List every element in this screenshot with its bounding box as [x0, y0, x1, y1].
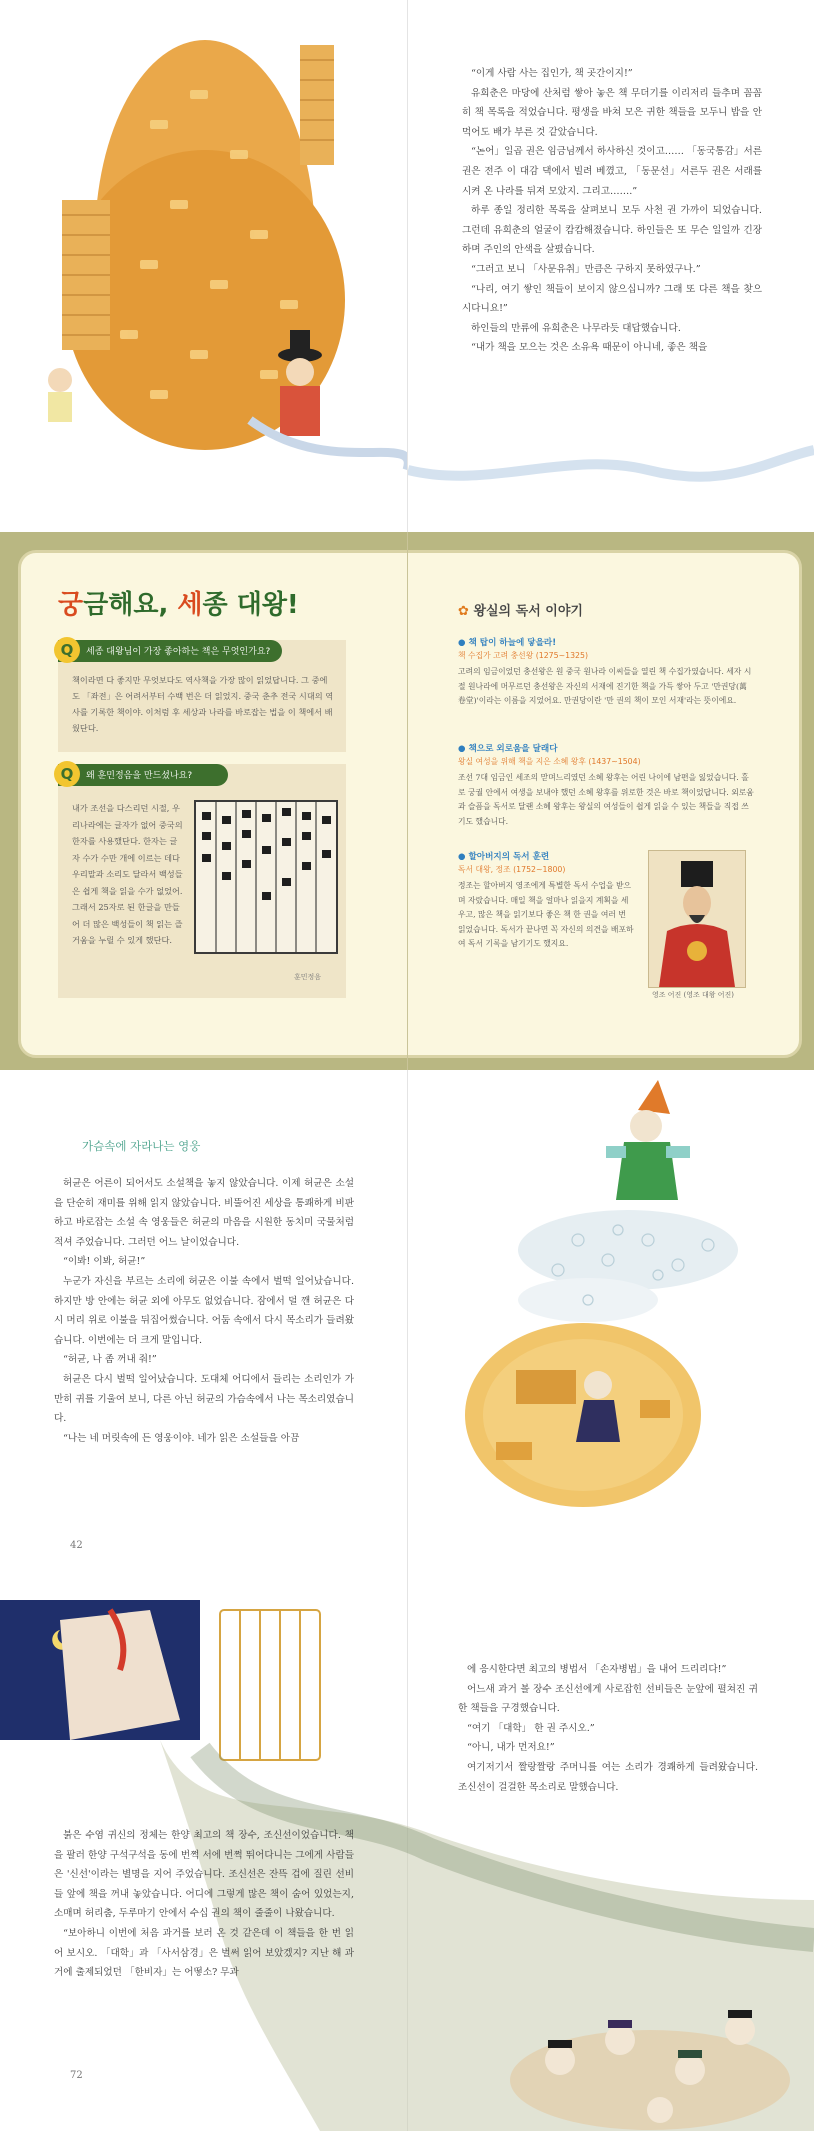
paragraph: 하루 종일 정리한 목록을 살펴보니 모두 사천 권 가까이 되었습니다. 그런데 유희춘의 얼굴이 캄캄해졌습니다. 하인들은 또 무슨 일일까 긴장하며 주인의 안색을 살폈습니다. [462, 205, 762, 256]
body-text [54, 1826, 354, 1983]
paragraph: “보아하니 이번에 처음 과거를 보러 온 것 같은데 이 책들을 한 번 읽어 보시오. 「대학」과 「사서삼경」은 벌써 읽어 보았겠지? 지난 해 과거에 출제되었던 「한비자」는 어떻소? 무과 [54, 1927, 354, 1979]
paragraph: 허균은 어른이 되어서도 소설책을 놓지 않았습니다. 이제 허균은 소설을 단순히 재미를 위해 읽지 않았습니다. 비뚤어진 세상을 통쾌하게 비판하고 바로잡는 소설 속 영웅들은 허균의 마음을 시원한 동치미 국물처럼 적셔 주었습니다. 그러던 어느 날이었습니다. [54, 1178, 354, 1248]
question-text: 세종 대왕님이 가장 좋아하는 책은 무엇인가요? [86, 647, 271, 657]
item-subtitle: 왕실 여성을 위해 책을 지은 소혜 왕후 (1437~1504) [458, 757, 641, 766]
question-header [58, 764, 228, 786]
body-text [458, 1660, 758, 1797]
question-box-1 [58, 640, 346, 752]
paragraph: “내가 책을 모으는 것은 소유욕 때문이 아니네, 좋은 책을 [471, 342, 708, 354]
illustration-page-hero [408, 1070, 814, 1600]
body-text [462, 64, 762, 358]
paragraph: 어느새 과거 볼 장수 조신선에게 사로잡힌 선비들은 눈앞에 펼쳐진 귀한 책들을 구경했습니다. [458, 1683, 758, 1715]
royal-item-1 [458, 636, 754, 709]
item-title-text: 할아버지의 독서 훈련 [468, 852, 550, 862]
text-page [0, 1600, 407, 2131]
scroll-ribbon-illustration [408, 430, 814, 520]
spread-2-info-board [0, 532, 814, 1070]
section-title [458, 600, 583, 619]
illustration-page-book-mountain [0, 0, 407, 532]
paragraph: 누군가 자신을 부르는 소리에 허균은 이불 속에서 벌떡 일어났습니다. 하지만 방 안에는 허균 외에 아무도 없었습니다. 잠에서 덜 깬 허균은 다시 머리 위로 이불을 뒤집어썼습니다. 어둠 속에서 다시 목소리가 들려왔습니다. 이번에는 더 크게 말입니다. [54, 1275, 354, 1346]
royal-item-2 [458, 742, 754, 829]
item-body: 조선 7대 임금인 세조의 맏며느리였던 소혜 왕후는 어린 나이에 남편을 잃었습니다. 홀로 궁궐 안에서 여생을 보내야 했던 소혜 왕후를 위로한 것은 바로 책이었답니다. 외로움과 슬픔을 독서로 달랜 소혜 왕후는 왕실의 여성들이 쉽게 읽을 수 있는 책들을 직접 쓰기도 했습니다. [458, 773, 754, 826]
image-caption: 훈민정음 [294, 973, 322, 981]
item-title: ● 책 탑이 하늘에 닿을라! [458, 638, 557, 648]
question-box-2 [58, 764, 346, 998]
royal-reading-page [408, 532, 814, 1070]
item-subtitle: 책 수집가 고려 충선왕 (1275~1325) [458, 651, 589, 660]
answer-text: 책이라면 다 좋지만 무엇보다도 역사책을 가장 많이 읽었답니다. 그 중에도 「좌전」은 어려서부터 수백 번은 더 읽었지. 중국 춘추 전국 시대의 역사를 기록한 책이야. 이처럼 후 세상과 나라를 바로잡는 법을 이 책에서 배웠단다. [72, 675, 334, 733]
title-part: 궁 [58, 590, 84, 620]
paragraph: “여기 「대학」 한 권 주시오.” [467, 1722, 595, 1734]
spread-3 [0, 1070, 814, 1600]
item-body: 고려의 임금이었던 충선왕은 원 중국 원나라 이씨들을 열린 책 수집가였습니다. 세자 시절 원나라에 머무르던 충선왕은 자신의 서재에 진기한 책을 가득 쌓아 두고 '만권당(萬卷堂)'이라는 이름을 지었어요. 만권당이란 '만 권의 책이 모인 서재'라는 뜻이에요. [458, 667, 752, 705]
document-image [196, 802, 336, 952]
paragraph: 허균은 다시 벌떡 일어났습니다. 도대체 어디에서 들리는 소리인가 가만히 귀를 기울여 보니, 다른 아닌 허균의 가슴속에서 나는 목소리였습니다. [54, 1373, 354, 1425]
paragraph: “이게 사람 사는 집인가, 책 곳간이지!” [471, 68, 633, 79]
item-title-text: 책으로 외로움을 달래다 [468, 744, 558, 754]
title-part: 종 대왕! [202, 590, 299, 620]
spread-1 [0, 0, 814, 532]
section-title-text: 왕실의 독서 이야기 [473, 604, 583, 619]
question-text: 왜 훈민정음을 만드셨나요? [86, 771, 193, 781]
portrait-caption: 영조 어진 (영조 대왕 어진) [652, 991, 734, 999]
paragraph: 에 응시한다면 최고의 병법서 「손자병법」을 내어 드리리다!” [467, 1664, 727, 1675]
text-page [0, 1070, 407, 1600]
item-body: 정조는 할아버지 영조에게 특별한 독서 수업을 받으며 자랐습니다. 매일 책을 얼마나 읽을지 계획을 세우고, 많은 책을 읽기보다 좋은 책 한 권을 여러 번 읽었습니다. 독서가 끝나면 꼭 자신의 의견을 배포하여 독서 기록을 남기기도 했지요. [458, 881, 634, 948]
text-page [408, 1600, 814, 2131]
paragraph: “나는 네 머릿속에 든 영웅이야. 네가 읽은 소설들을 아끔 [63, 1432, 300, 1444]
paragraph: “나리, 여기 쌓인 책들이 보이지 않으십니까? 그래 또 다른 책을 찾으시다니요!” [462, 283, 762, 315]
paragraph: 하인들의 만류에 유희춘은 나무라듯 대답했습니다. [471, 322, 681, 334]
paragraph: “허균, 나 좀 꺼내 줘!” [63, 1354, 157, 1366]
paragraph: “논어」일곱 권은 임금님께서 하사하신 것이고…… 「동국통감」서른 권은 전주 이 대감 댁에서 빌려 베꼈고, 「동문선」서른두 권은 서래를 시켜 온 나라를 뒤져 모았지. 그리고…….” [462, 146, 762, 197]
item-title-text: 책 탑이 하늘에 닿을라! [468, 638, 557, 648]
paragraph: 유희춘은 마당에 산처럼 쌓아 놓은 책 무더기를 이리저리 들추며 꼼꼼히 책 목록을 적었습니다. 평생을 바쳐 모은 귀한 책들을 모두니 밥을 안 먹어도 배가 부른 것 같았습니다. [462, 87, 762, 138]
hero-dream-illustration [408, 1070, 814, 1600]
spread-4 [0, 1600, 814, 2131]
q-badge: Q [54, 761, 80, 787]
royal-item-3 [458, 850, 634, 952]
portrait-image [649, 851, 745, 987]
q-badge: Q [54, 637, 80, 663]
page-number: 42 [70, 1540, 83, 1551]
title-part: 세 [177, 590, 203, 620]
item-subtitle: 독서 대왕, 정조 (1752~1800) [458, 865, 566, 874]
paragraph: “그러고 보니 「사문유취」만큼은 구하지 못하였구나.” [471, 263, 701, 275]
text-page [408, 0, 814, 532]
paragraph: “이봐! 이봐, 허균!” [63, 1256, 146, 1268]
page-title [58, 584, 299, 621]
item-title: ● 할아버지의 독서 훈련 [458, 852, 550, 862]
answer-text: 내가 조선을 다스리던 시절, 우리나라에는 글자가 없어 중국의 한자를 사용했단다. 한자는 글자 수가 수만 개에 이르는 데다 우리말과 소리도 달라서 백성들은 쉽게 책을 읽을 수가 없었어. 그래서 25자로 된 한글을 만들어 더 많은 백성들이 책 읽는 즐거움을 누릴 수 있게 했단다. [72, 803, 183, 945]
paragraph: 붉은 수염 귀신의 정체는 한양 최고의 책 장수, 조신선이었습니다. 책을 팔러 한양 구석구석을 동에 번쩍 서에 번쩍 뛰어다니는 그에게 사람들은 '신선'이라는 별명을 지어 주었습니다. 조신선은 잔뜩 겁에 질린 선비들 앞에 책을 꺼내 놓았습니다. 어디에 그렇게 많은 책이 숨어 있었는지, 소매며 허리춤, 두루마기 안에서 수십 권의 책이 줄줄이 나왔습니다. [54, 1830, 354, 1920]
question-header [58, 640, 282, 662]
chapter-heading: 가슴속에 자라나는 영웅 [82, 1139, 201, 1153]
title-part: 금해요, [83, 590, 178, 620]
body-text [54, 1174, 354, 1448]
page-number: 72 [70, 2070, 83, 2081]
qa-page [0, 532, 407, 1070]
hunminjeongeum-image [194, 800, 338, 954]
paragraph: “아니, 내가 먼저요!” [467, 1742, 555, 1754]
leaf-icon: ✿ [458, 604, 469, 619]
paragraph: 여기저기서 짤랑짤랑 주머니를 여는 소리가 경쾌하게 들려왔습니다. 조신선이 걸걸한 목소리로 말했습니다. [458, 1761, 758, 1793]
book-mountain-illustration [0, 0, 407, 532]
item-title: ● 책으로 외로움을 달래다 [458, 744, 558, 754]
king-portrait [648, 850, 746, 988]
